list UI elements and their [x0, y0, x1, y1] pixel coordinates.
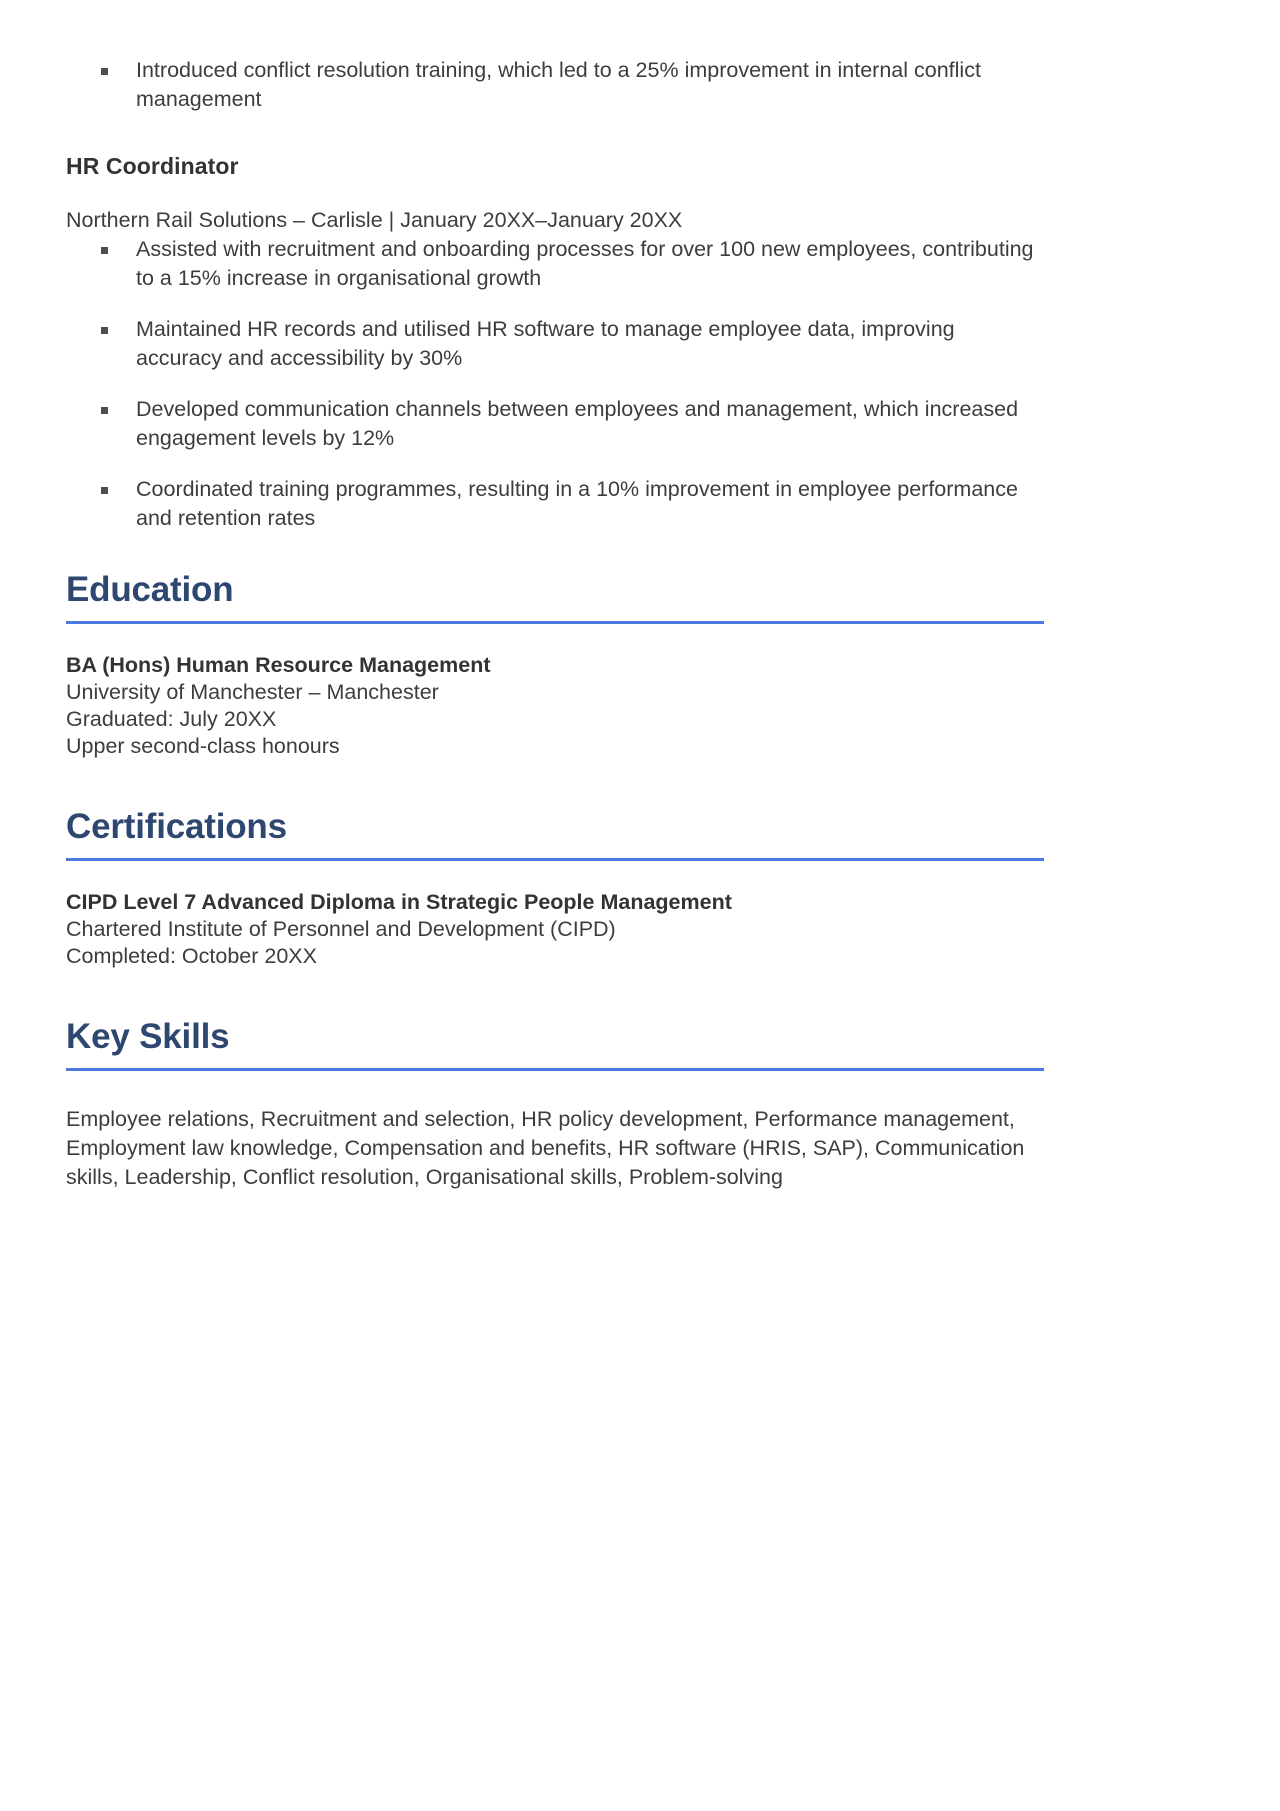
list-item [66, 475, 1044, 533]
bullet-square-icon [101, 487, 108, 494]
education-section [66, 569, 1044, 760]
section-divider [66, 858, 1044, 861]
key-skills-text: Employee relations, Recruitment and selection, HR policy development, Performance management, Employment law knowledge, Compensation and benefits, HR software (HRIS, SAP), Communication skills, Leadership, Conflict resolution, Organisational skills, Problem-solving [66, 1107, 1025, 1189]
bullet-square-icon [101, 68, 108, 75]
section-heading-education: Education [66, 570, 234, 609]
key-skills-section [66, 1016, 1044, 1192]
list-item [66, 56, 1044, 114]
bullet-text: Maintained HR records and utilised HR software to manage employee data, improving accuracy and accessibility by 30% [136, 317, 955, 370]
section-divider [66, 1068, 1044, 1071]
key-skills-body [66, 1105, 1044, 1192]
certifications-body [66, 889, 1044, 970]
education-classification: Upper second-class honours [66, 734, 340, 758]
section-heading-certifications: Certifications [66, 807, 287, 846]
certification-issuer: Chartered Institute of Personnel and Development (CIPD) [66, 917, 616, 941]
bullet-square-icon [101, 327, 108, 334]
bullet-square-icon [101, 407, 108, 414]
certification-completed: Completed: October 20XX [66, 944, 317, 968]
list-item [66, 235, 1044, 293]
certifications-section [66, 806, 1044, 970]
job-meta: Northern Rail Solutions – Carlisle | January 20XX–January 20XX [66, 208, 683, 232]
bullet-square-icon [101, 247, 108, 254]
bullet-text: Assisted with recruitment and onboarding processes for over 100 new employees, contributing to a 15% increase in organisational growth [136, 237, 1034, 290]
bullet-text: Developed communication channels between employees and management, which increased engagement levels by 12% [136, 397, 1019, 450]
education-graduated: Graduated: July 20XX [66, 707, 277, 731]
education-institution: University of Manchester – Manchester [66, 680, 439, 704]
education-degree: BA (Hons) Human Resource Management [66, 653, 491, 677]
continued-bullet-list [66, 56, 1044, 114]
experience-entry [66, 153, 1044, 533]
job-title: HR Coordinator [66, 153, 239, 179]
job-bullet-list [66, 235, 1044, 533]
bullet-text: Coordinated training programmes, resulting in a 10% improvement in employee performance and retention rates [136, 477, 1018, 530]
list-item [66, 395, 1044, 453]
list-item [66, 315, 1044, 373]
section-divider [66, 621, 1044, 624]
bullet-text: Introduced conflict resolution training, which led to a 25% improvement in internal conflict management [136, 58, 981, 111]
certification-name: CIPD Level 7 Advanced Diploma in Strategic People Management [66, 890, 732, 914]
cv-content-column [66, 56, 1044, 1192]
education-body [66, 652, 1044, 760]
section-heading-key-skills: Key Skills [66, 1017, 230, 1056]
